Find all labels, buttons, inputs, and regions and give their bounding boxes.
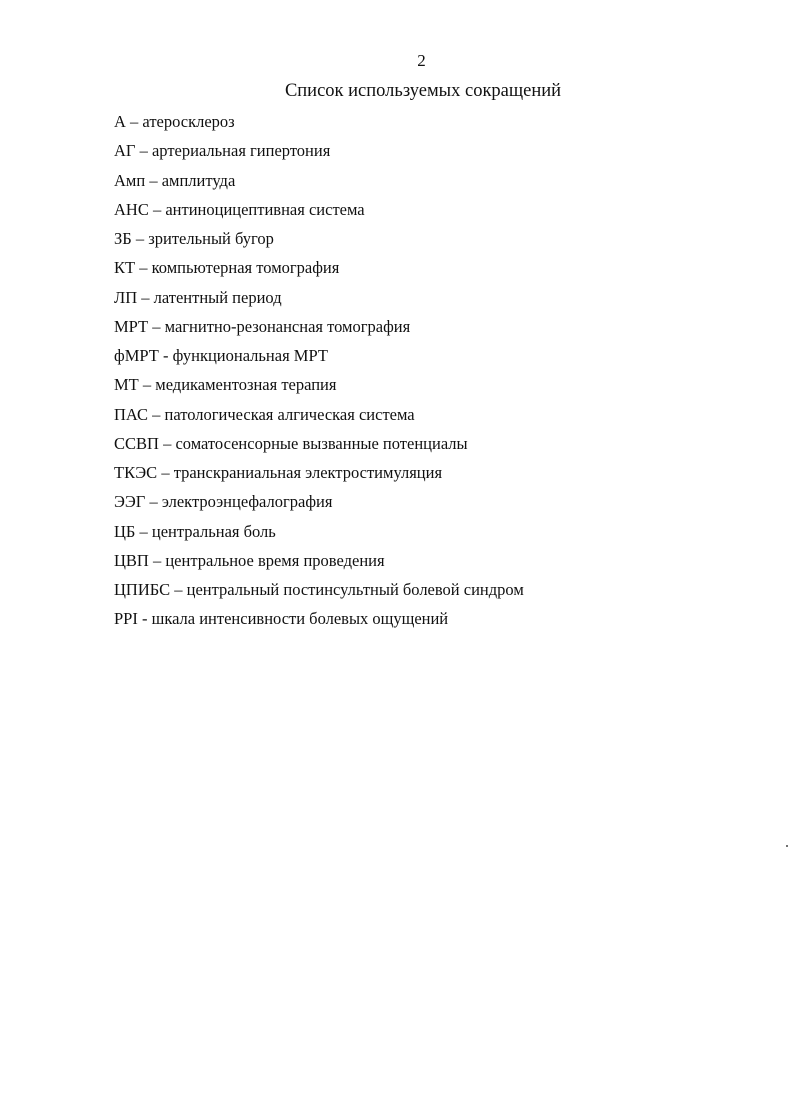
abbreviation-term: Амп: [114, 170, 146, 190]
abbreviation-term: КТ: [114, 258, 136, 278]
abbreviation-item: [114, 579, 524, 608]
abbreviation-definition: амплитуда: [161, 170, 236, 190]
abbreviation-definition: центральная боль: [151, 521, 276, 541]
abbreviation-separator: –: [170, 580, 187, 599]
page-number: 2: [417, 51, 426, 70]
abbreviation-term: АГ: [114, 141, 136, 161]
abbreviation-separator: –: [135, 141, 152, 161]
abbreviation-definition: центральное время проведения: [165, 550, 385, 570]
abbreviation-separator: –: [135, 521, 152, 541]
abbreviation-separator: –: [158, 433, 176, 453]
abbreviation-item: [114, 491, 524, 520]
abbreviation-separator: -: [158, 346, 173, 365]
abbreviation-item: [114, 521, 524, 550]
abbreviation-separator: –: [148, 550, 166, 570]
abbreviation-term: ЦВП: [114, 550, 149, 570]
scan-speck: [786, 845, 788, 847]
abbreviation-term: ССВП: [114, 433, 159, 453]
abbreviation-item: [114, 287, 524, 316]
abbreviation-term: ПАС: [114, 404, 149, 424]
abbreviation-term: ЗБ: [114, 229, 132, 248]
abbreviation-item: [114, 316, 524, 345]
abbreviation-term: ЭЭГ: [114, 492, 146, 512]
abbreviation-separator: –: [148, 199, 166, 219]
abbreviation-definition: шкала интенсивности болевых ощущений: [151, 609, 449, 629]
abbreviation-term: ЦПИБС: [114, 580, 171, 599]
abbreviation-definition: артериальная гипертония: [151, 141, 331, 161]
abbreviation-separator: –: [157, 463, 174, 482]
abbreviation-item: [114, 462, 524, 491]
abbreviation-term: ТКЭС: [114, 463, 158, 482]
abbreviation-item: [114, 257, 524, 286]
abbreviation-separator: –: [137, 287, 154, 307]
abbreviation-item: [114, 608, 524, 637]
abbreviation-item: [114, 199, 524, 228]
abbreviation-separator: –: [135, 258, 152, 278]
abbreviation-term: фМРТ: [114, 346, 159, 365]
abbreviation-item: [114, 345, 524, 374]
abbreviation-separator: –: [138, 375, 156, 395]
abbreviation-separator: –: [148, 404, 165, 424]
abbreviation-definition: магнитно-резонансная томография: [164, 316, 411, 336]
abbreviation-definition: функциональная МРТ: [172, 346, 328, 365]
abbreviation-item: [114, 404, 524, 433]
abbreviation-definition: патологическая алгическая система: [164, 404, 415, 424]
abbreviation-separator: –: [145, 492, 162, 512]
abbreviation-definition: зрительный бугор: [148, 229, 274, 248]
abbreviation-definition: электроэнцефалография: [161, 492, 333, 512]
abbreviation-term: ЛП: [114, 287, 138, 307]
abbreviation-term: МРТ: [114, 316, 149, 336]
abbreviation-term: МТ: [114, 375, 139, 395]
abbreviation-definition: латентный период: [153, 287, 282, 307]
abbreviation-term: А: [114, 112, 126, 131]
abbreviation-separator: -: [137, 609, 152, 629]
page-title: Список используемых сокращений: [284, 81, 562, 101]
abbreviation-definition: медикаментозная терапия: [155, 375, 337, 395]
abbreviation-definition: соматосенсорные вызванные потенциалы: [175, 433, 468, 453]
abbreviation-definition: транскраниальная электростимуляция: [173, 463, 443, 482]
abbreviation-separator: –: [145, 170, 162, 190]
abbreviation-term: PPI: [114, 609, 138, 629]
abbreviation-item: [114, 140, 524, 169]
abbreviation-item: [114, 170, 524, 199]
abbreviation-item: [114, 433, 524, 462]
abbreviation-definition: центральный постинсультный болевой синдром: [186, 580, 524, 599]
abbreviation-separator: –: [125, 112, 143, 131]
abbreviation-item: [114, 374, 524, 403]
abbreviation-definition: антиноцицептивная система: [165, 199, 365, 219]
abbreviation-item: [114, 550, 524, 579]
abbreviation-separator: –: [131, 229, 149, 248]
abbreviation-item: [114, 111, 524, 140]
abbreviation-term: АНС: [114, 199, 149, 219]
abbreviation-item: [114, 228, 524, 257]
abbreviation-separator: –: [148, 316, 165, 336]
abbreviation-definition: атеросклероз: [142, 112, 235, 131]
abbreviation-list: [114, 111, 524, 638]
abbreviation-definition: компьютерная томография: [151, 258, 340, 278]
abbreviation-term: ЦБ: [114, 521, 136, 541]
